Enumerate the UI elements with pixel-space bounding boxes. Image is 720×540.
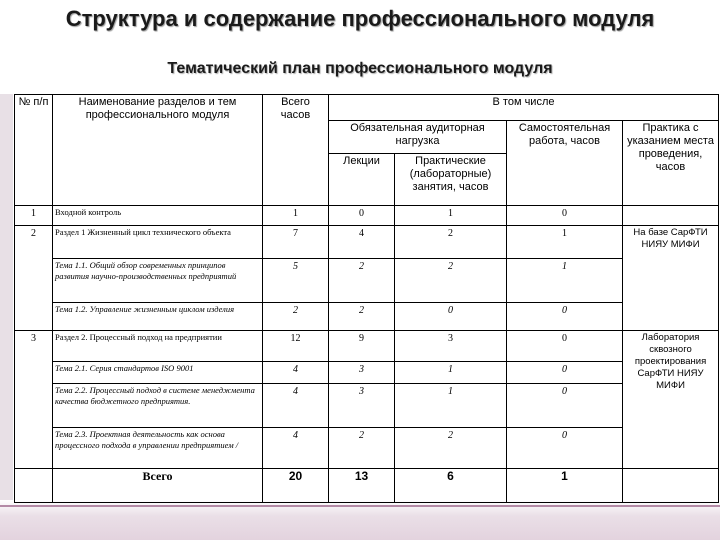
row-independent: 0 bbox=[507, 383, 623, 427]
header-including: В том числе bbox=[329, 95, 719, 121]
row-name: Тема 1.1. Общий обзор современных принципов развития научно-производственных предприятий bbox=[53, 258, 263, 302]
table-row bbox=[15, 383, 719, 427]
row-practice bbox=[623, 206, 719, 226]
table-row bbox=[15, 302, 719, 330]
totals-label: Всего bbox=[53, 468, 263, 502]
table-title: Тематический план профессионального модуля bbox=[167, 60, 553, 77]
row-independent: 0 bbox=[507, 331, 623, 361]
table-row bbox=[15, 428, 719, 468]
header-num: № п/п bbox=[15, 95, 53, 206]
table-row bbox=[15, 331, 719, 361]
totals-lectures: 13 bbox=[329, 468, 395, 502]
bottom-decor-line bbox=[0, 505, 720, 507]
row-name: Тема 2.2. Процессный подход в системе менеджмента качества бюджетного предприятия. bbox=[53, 383, 263, 427]
row-name: Тема 2.1. Серия стандартов ISO 9001 bbox=[53, 361, 263, 383]
page-title: Структура и содержание профессионального модуля bbox=[65, 6, 655, 31]
row-independent: 1 bbox=[507, 258, 623, 302]
row-total: 7 bbox=[263, 226, 329, 258]
row-total: 12 bbox=[263, 331, 329, 361]
row-lectures: 9 bbox=[329, 331, 395, 361]
row-num: 2 bbox=[15, 226, 53, 331]
header-practical: Практические (лабораторные) занятия, часов bbox=[395, 153, 507, 206]
row-independent: 0 bbox=[507, 302, 623, 330]
header-total: Всего часов bbox=[263, 95, 329, 206]
row-total: 2 bbox=[263, 302, 329, 330]
row-num: 3 bbox=[15, 331, 53, 468]
table-row bbox=[15, 361, 719, 383]
row-lectures: 2 bbox=[329, 258, 395, 302]
row-lectures: 3 bbox=[329, 361, 395, 383]
row-name: Тема 2.3. Проектная деятельность как основа процессного подхода в управлении предприятием / bbox=[53, 428, 263, 468]
row-total: 1 bbox=[263, 206, 329, 226]
totals-total: 20 bbox=[263, 468, 329, 502]
row-name: Входной контроль bbox=[53, 206, 263, 226]
row-practical: 0 bbox=[395, 302, 507, 330]
row-practical: 2 bbox=[395, 226, 507, 258]
row-name: Тема 1.2. Управление жизненным циклом изделия bbox=[53, 302, 263, 330]
row-lectures: 2 bbox=[329, 428, 395, 468]
totals-independent: 1 bbox=[507, 468, 623, 502]
row-num: 1 bbox=[15, 206, 53, 226]
thematic-plan-table bbox=[14, 94, 719, 503]
row-practical: 1 bbox=[395, 361, 507, 383]
row-independent: 0 bbox=[507, 428, 623, 468]
header-mandatory: Обязательная аудиторная нагрузка bbox=[329, 121, 507, 153]
row-lectures: 3 bbox=[329, 383, 395, 427]
totals-practice bbox=[623, 468, 719, 502]
row-total: 4 bbox=[263, 428, 329, 468]
row-practical: 2 bbox=[395, 428, 507, 468]
row-practice-note: Лаборатория сквозного проектирования СарФТИ НИЯУ МИФИ bbox=[623, 331, 719, 468]
row-practical: 1 bbox=[395, 206, 507, 226]
row-independent: 1 bbox=[507, 226, 623, 258]
row-lectures: 2 bbox=[329, 302, 395, 330]
left-decor-bar bbox=[0, 94, 13, 504]
row-name: Раздел 2. Процессный подход на предприятии bbox=[53, 331, 263, 361]
header-practice: Практика с указанием места проведения, часов bbox=[623, 121, 719, 206]
header-name: Наименование разделов и тем профессионального модуля bbox=[53, 95, 263, 206]
row-independent: 0 bbox=[507, 206, 623, 226]
table-row bbox=[15, 258, 719, 302]
row-practical: 1 bbox=[395, 383, 507, 427]
totals-practical: 6 bbox=[395, 468, 507, 502]
row-lectures: 0 bbox=[329, 206, 395, 226]
row-total: 5 bbox=[263, 258, 329, 302]
row-total: 4 bbox=[263, 361, 329, 383]
header-independent: Самостоятельная работа, часов bbox=[507, 121, 623, 206]
row-lectures: 4 bbox=[329, 226, 395, 258]
row-total: 4 bbox=[263, 383, 329, 427]
row-practice-note: На базе СарФТИ НИЯУ МИФИ bbox=[623, 226, 719, 331]
row-practical: 2 bbox=[395, 258, 507, 302]
totals-num bbox=[15, 468, 53, 502]
row-practical: 3 bbox=[395, 331, 507, 361]
table-row bbox=[15, 226, 719, 258]
table-row bbox=[15, 206, 719, 226]
row-independent: 0 bbox=[507, 361, 623, 383]
header-lectures: Лекции bbox=[329, 153, 395, 206]
row-name: Раздел 1 Жизненный цикл технического объекта bbox=[53, 226, 263, 258]
totals-row bbox=[15, 468, 719, 502]
